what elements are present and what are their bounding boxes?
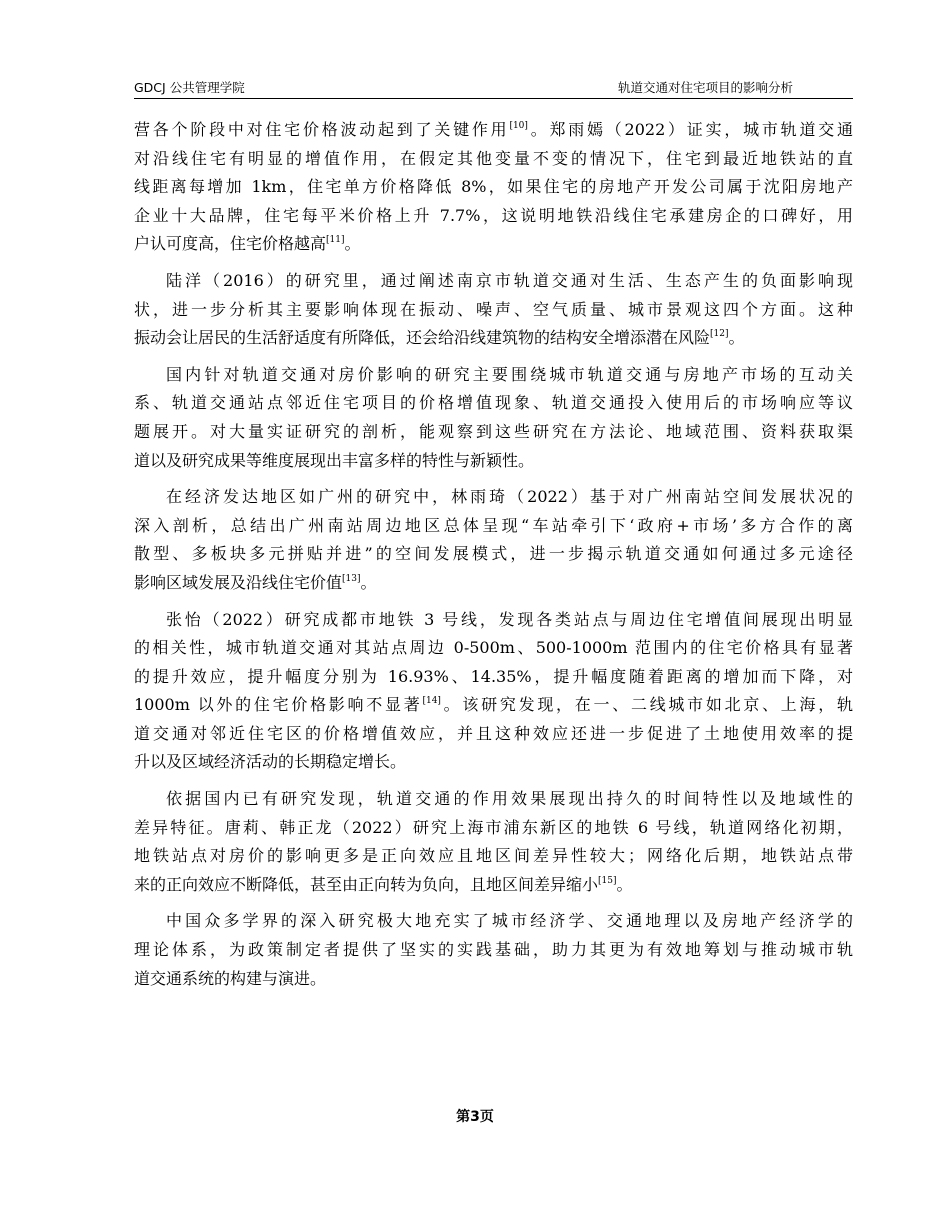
line-text: 系、轨道交通站点邻近住宅项目的价格增值现象、轨道交通投入使用后的市场响应等议 — [134, 393, 853, 413]
text-line — [134, 540, 853, 569]
line-text: 陆洋（2016）的研究里，通过阐述南京市轨道交通对生活、生态产生的负面影响现 — [166, 270, 853, 290]
text-line — [134, 447, 853, 476]
line-text: 道交通对邻近住宅区的价格增值效应，并且这种效应还进一步促进了土地使用效率的提 — [134, 723, 853, 743]
text-line — [134, 569, 853, 598]
running-header — [134, 78, 853, 100]
text-line — [134, 691, 853, 720]
line-text: 差异特征。唐莉、韩正龙（2022）研究上海市浦东新区的地铁 6 号线，轨道网络化初期， — [134, 817, 853, 837]
line-text: 1000m 以外的住宅价格影响不显著 — [134, 695, 423, 715]
text-line — [134, 296, 853, 325]
text-line — [134, 202, 853, 231]
line-text: 企业十大品牌，住宅每平米价格上升 7.7%，这说明地铁沿线住宅承建房企的口碑好，用 — [134, 205, 853, 225]
line-text: 在经济发达地区如广州的研究中，林雨琦（2022）基于对广州南站空间发展状况的 — [166, 487, 853, 507]
line-text-after-citation: 。郑雨嫣（2022）证实，城市轨道交通 — [527, 120, 853, 139]
line-text: 升以及区域经济活动的长期稳定增长。 — [134, 752, 407, 772]
citation-marker: [11] — [326, 235, 345, 246]
body-text — [134, 116, 853, 1001]
line-text: 题展开。对大量实证研究的剖析，能观察到这些研究在方法论、地域范围、资料获取渠 — [134, 421, 853, 441]
line-text: 线距离每增加 1km，住宅单方价格降低 8%，如果住宅的房地产开发公司属于沈阳房地产 — [134, 177, 853, 197]
line-text: 依据国内已有研究发现，轨道交通的作用效果展现出持久的时间特性以及地域性的 — [166, 789, 853, 809]
header-title: 轨道交通对住宅项目的影响分析 — [617, 80, 793, 95]
text-line — [134, 267, 853, 296]
text-line — [134, 173, 853, 202]
line-text: 振动会让居民的生活舒适度有所降低，还会给沿线建筑物的结构安全增添潜在风险 — [134, 328, 711, 348]
text-line — [134, 871, 853, 900]
header-institution: GDCJ 公共管理学院 — [134, 80, 245, 95]
citation-marker: [15] — [598, 875, 617, 886]
text-line — [134, 907, 853, 936]
line-text: 状，进一步分析其主要影响体现在振动、噪声、空气质量、城市景观这四个方面。这种 — [134, 299, 853, 319]
text-line — [134, 361, 853, 390]
text-line — [134, 324, 853, 353]
text-line — [134, 814, 853, 843]
text-line — [134, 748, 853, 777]
text-line — [134, 663, 853, 692]
text-line — [134, 512, 853, 541]
line-text: 来的正向效应不断降低，甚至由正向转为负向，且地区间差异缩小 — [134, 874, 599, 894]
text-line — [134, 936, 853, 965]
line-text-after-citation: 。 — [344, 234, 361, 254]
line-text: 理论体系，为政策制定者提供了坚实的实践基础，助力其更为有效地筹划与推动城市轨 — [134, 940, 853, 960]
text-line — [134, 606, 853, 635]
line-text: 营各个阶段中对住宅价格波动起到了关键作用 — [134, 120, 510, 139]
text-line — [134, 116, 853, 145]
line-text: 对沿线住宅有明显的增值作用，在假定其他变量不变的情况下，住宅到最近地铁站的直 — [134, 148, 853, 168]
line-text: 国内针对轨道交通对房价影响的研究主要围绕城市轨道交通与房地产市场的互动关 — [166, 364, 853, 384]
line-text: 道以及研究成果等维度展现出丰富多样的特性与新颖性。 — [134, 450, 535, 470]
line-text: 的相关性，城市轨道交通对其站点周边 0-500m、500-1000m 范围内的住宅价格具有显著 — [134, 638, 853, 658]
header-rule — [134, 98, 853, 99]
text-line — [134, 230, 853, 259]
line-text: 的提升效应，提升幅度分别为 16.93%、14.35%，提升幅度随着距离的增加而下降，对 — [134, 666, 853, 686]
line-text: 影响区域发展及沿线住宅价值 — [134, 572, 343, 592]
paragraph — [134, 483, 853, 597]
text-line — [134, 389, 853, 418]
citation-marker: [10] — [509, 121, 528, 131]
text-line — [134, 145, 853, 174]
line-text: 户认可度高，住宅价格越高 — [134, 234, 327, 254]
paragraph — [134, 267, 853, 353]
citation-marker: [14] — [422, 696, 441, 707]
text-line — [134, 720, 853, 749]
line-text-after-citation: 。 — [616, 874, 633, 894]
line-text: 地铁站点对房价的影响更多是正向效应且地区间差异性较大；网络化后期，地铁站点带 — [134, 846, 853, 866]
paragraph — [134, 907, 853, 993]
citation-marker: [12] — [710, 329, 729, 340]
text-line — [134, 785, 853, 814]
text-line — [134, 418, 853, 447]
paragraph — [134, 361, 853, 475]
line-text: 散型、多板块多元拼贴并进”的空间发展模式，进一步揭示轨道交通如何通过多元途径 — [134, 544, 853, 564]
text-line — [134, 634, 853, 663]
paragraph — [134, 606, 853, 778]
text-line — [134, 483, 853, 512]
line-text: 深入剖析，总结出广州南站周边地区总体呈现“车站牵引下‘政府+市场’多方合作的离 — [134, 515, 853, 535]
text-line — [134, 842, 853, 871]
line-text: 中国众多学界的深入研究极大地充实了城市经济学、交通地理以及房地产经济学的 — [166, 911, 853, 931]
line-text: 道交通系统的构建与演进。 — [134, 968, 327, 988]
line-text-after-citation: 。该研究发现，在一、二线城市如北京、上海，轨 — [440, 695, 853, 715]
citation-marker: [13] — [342, 573, 361, 584]
line-text-after-citation: 。 — [728, 328, 745, 348]
text-line — [134, 965, 853, 994]
line-text: 张怡（2022）研究成都市地铁 3 号线，发现各类站点与周边住宅增值间展现出明显 — [166, 609, 853, 629]
line-text-after-citation: 。 — [360, 572, 377, 592]
paragraph — [134, 116, 853, 259]
paragraph — [134, 785, 853, 899]
page-number: 第3页 — [456, 1109, 494, 1125]
